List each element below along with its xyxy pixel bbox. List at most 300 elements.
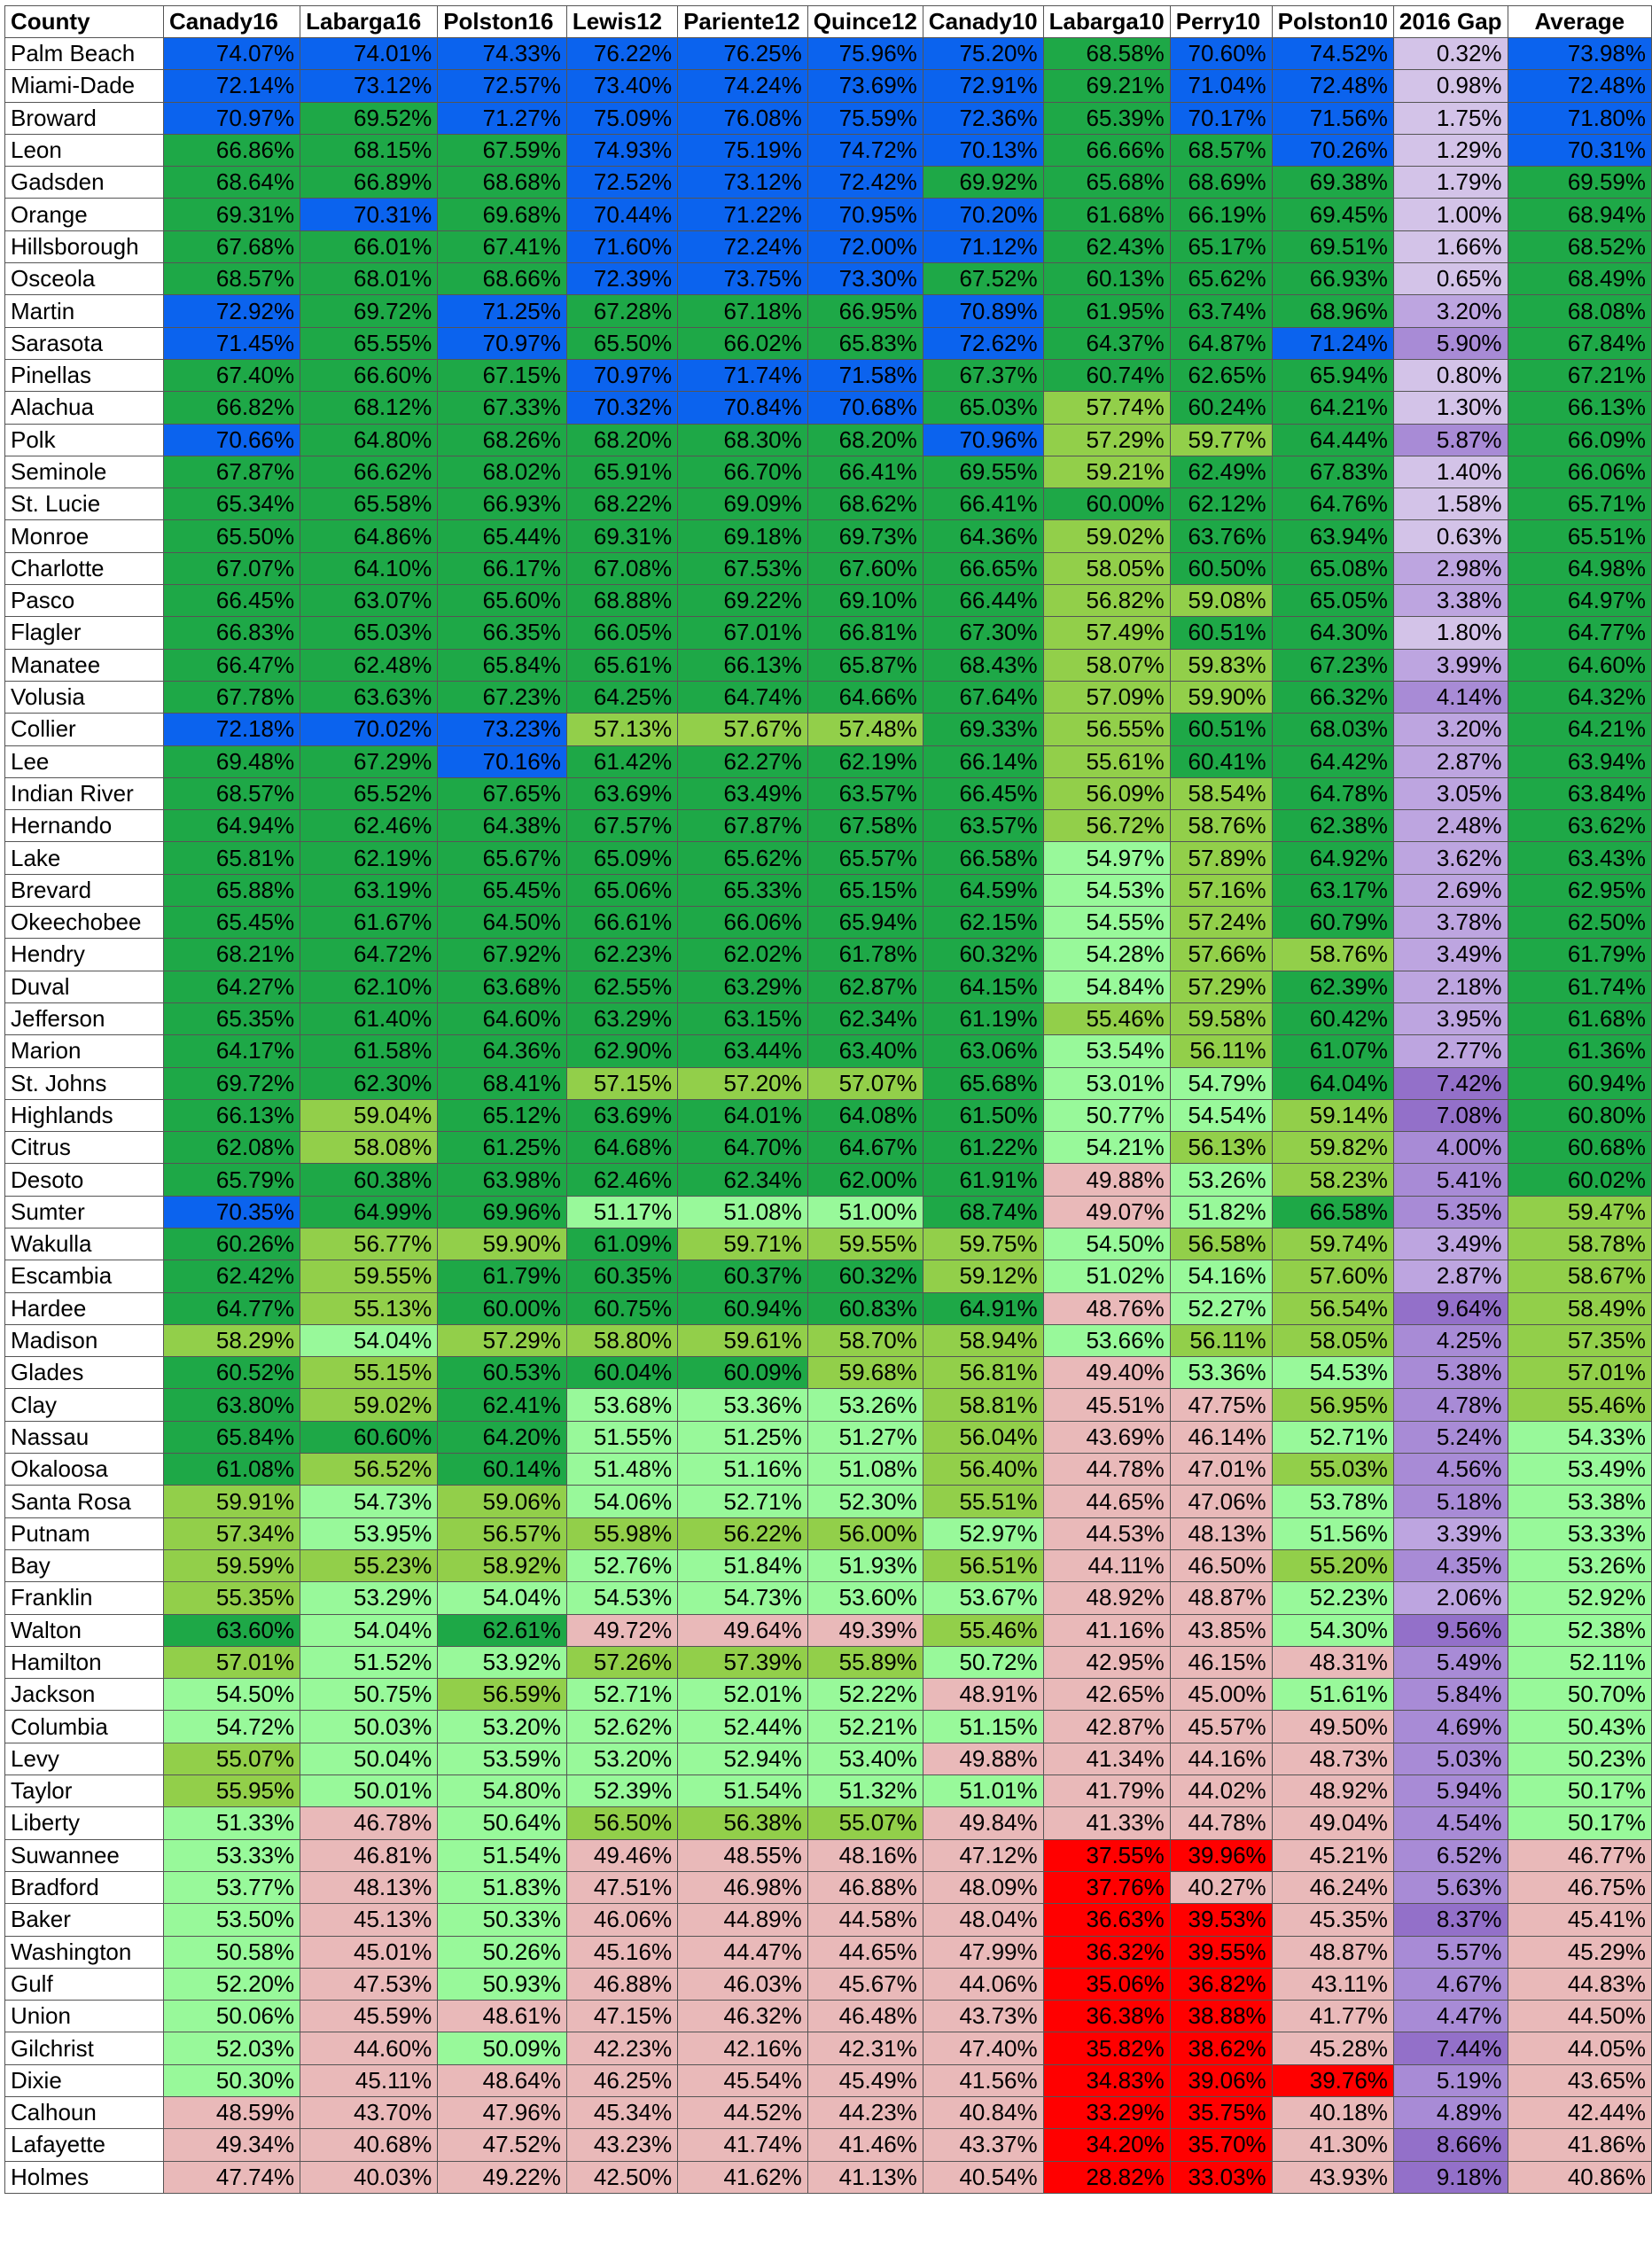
cell-canady16[interactable]: 68.64%	[164, 167, 300, 199]
cell-pariente12[interactable]: 59.71%	[678, 1228, 808, 1260]
cell-labarga10[interactable]: 54.21%	[1043, 1132, 1170, 1164]
cell-2016-gap[interactable]: 3.39%	[1393, 1517, 1508, 1549]
cell-labarga10[interactable]: 37.55%	[1043, 1839, 1170, 1871]
cell-perry10[interactable]: 57.24%	[1170, 907, 1272, 939]
cell-polston10[interactable]: 63.94%	[1272, 520, 1393, 552]
cell-average[interactable]: 62.50%	[1508, 907, 1651, 939]
cell-polston16[interactable]: 64.38%	[438, 810, 567, 842]
cell-pariente12[interactable]: 45.54%	[678, 2064, 808, 2096]
cell-polston10[interactable]: 65.94%	[1272, 359, 1393, 391]
cell-canady16[interactable]: 69.48%	[164, 745, 300, 777]
cell-polston16[interactable]: 50.09%	[438, 2032, 567, 2064]
cell-canady10[interactable]: 64.59%	[923, 874, 1043, 906]
cell-polston16[interactable]: 71.25%	[438, 295, 567, 327]
cell-pariente12[interactable]: 69.09%	[678, 488, 808, 520]
cell-pariente12[interactable]: 64.01%	[678, 1099, 808, 1131]
cell-pariente12[interactable]: 60.94%	[678, 1292, 808, 1324]
cell-canady10[interactable]: 72.62%	[923, 327, 1043, 359]
cell-polston10[interactable]: 54.30%	[1272, 1614, 1393, 1646]
cell-lewis12[interactable]: 46.88%	[566, 1968, 677, 2000]
county-name-cell[interactable]: Gadsden	[5, 167, 164, 199]
cell-average[interactable]: 68.52%	[1508, 230, 1651, 262]
cell-lewis12[interactable]: 43.23%	[566, 2129, 677, 2161]
cell-2016-gap[interactable]: 5.41%	[1393, 1164, 1508, 1196]
cell-canady10[interactable]: 67.30%	[923, 617, 1043, 649]
cell-quince12[interactable]: 45.49%	[807, 2064, 923, 2096]
cell-polston16[interactable]: 60.00%	[438, 1292, 567, 1324]
cell-lewis12[interactable]: 76.22%	[566, 38, 677, 70]
cell-pariente12[interactable]: 71.22%	[678, 199, 808, 230]
cell-average[interactable]: 58.67%	[1508, 1260, 1651, 1292]
cell-polston10[interactable]: 62.38%	[1272, 810, 1393, 842]
cell-lewis12[interactable]: 71.60%	[566, 230, 677, 262]
cell-polston10[interactable]: 45.28%	[1272, 2032, 1393, 2064]
cell-quince12[interactable]: 51.08%	[807, 1454, 923, 1486]
cell-pariente12[interactable]: 66.06%	[678, 907, 808, 939]
cell-lewis12[interactable]: 65.50%	[566, 327, 677, 359]
cell-labarga10[interactable]: 42.95%	[1043, 1646, 1170, 1678]
county-name-cell[interactable]: Brevard	[5, 874, 164, 906]
cell-perry10[interactable]: 48.13%	[1170, 1517, 1272, 1549]
cell-labarga16[interactable]: 62.10%	[300, 971, 438, 1002]
cell-quince12[interactable]: 65.94%	[807, 907, 923, 939]
cell-polston10[interactable]: 60.42%	[1272, 1002, 1393, 1034]
county-name-cell[interactable]: Gulf	[5, 1968, 164, 2000]
cell-polston16[interactable]: 65.12%	[438, 1099, 567, 1131]
cell-canady10[interactable]: 44.06%	[923, 1968, 1043, 2000]
cell-quince12[interactable]: 73.30%	[807, 263, 923, 295]
cell-2016-gap[interactable]: 7.08%	[1393, 1099, 1508, 1131]
cell-labarga10[interactable]: 59.02%	[1043, 520, 1170, 552]
cell-average[interactable]: 73.98%	[1508, 38, 1651, 70]
cell-lewis12[interactable]: 67.28%	[566, 295, 677, 327]
cell-labarga16[interactable]: 53.95%	[300, 1517, 438, 1549]
cell-lewis12[interactable]: 54.06%	[566, 1486, 677, 1517]
cell-lewis12[interactable]: 46.06%	[566, 1904, 677, 1936]
cell-canady16[interactable]: 64.17%	[164, 1035, 300, 1067]
cell-canady16[interactable]: 64.94%	[164, 810, 300, 842]
cell-pariente12[interactable]: 75.19%	[678, 134, 808, 166]
cell-labarga10[interactable]: 41.79%	[1043, 1775, 1170, 1807]
cell-labarga16[interactable]: 51.52%	[300, 1646, 438, 1678]
cell-2016-gap[interactable]: 5.24%	[1393, 1421, 1508, 1453]
cell-quince12[interactable]: 62.19%	[807, 745, 923, 777]
cell-perry10[interactable]: 70.17%	[1170, 102, 1272, 134]
cell-lewis12[interactable]: 72.39%	[566, 263, 677, 295]
cell-pariente12[interactable]: 60.37%	[678, 1260, 808, 1292]
cell-perry10[interactable]: 40.27%	[1170, 1871, 1272, 1903]
cell-2016-gap[interactable]: 8.66%	[1393, 2129, 1508, 2161]
cell-polston16[interactable]: 66.93%	[438, 488, 567, 520]
cell-labarga10[interactable]: 57.74%	[1043, 392, 1170, 424]
cell-canady10[interactable]: 63.06%	[923, 1035, 1043, 1067]
cell-pariente12[interactable]: 64.70%	[678, 1132, 808, 1164]
cell-labarga16[interactable]: 47.53%	[300, 1968, 438, 2000]
cell-average[interactable]: 66.09%	[1508, 424, 1651, 456]
cell-2016-gap[interactable]: 7.44%	[1393, 2032, 1508, 2064]
cell-polston16[interactable]: 65.44%	[438, 520, 567, 552]
cell-canady10[interactable]: 64.15%	[923, 971, 1043, 1002]
cell-2016-gap[interactable]: 3.38%	[1393, 585, 1508, 617]
cell-2016-gap[interactable]: 9.18%	[1393, 2161, 1508, 2193]
cell-perry10[interactable]: 62.65%	[1170, 359, 1272, 391]
cell-pariente12[interactable]: 65.62%	[678, 842, 808, 874]
cell-labarga10[interactable]: 54.55%	[1043, 907, 1170, 939]
county-name-cell[interactable]: Citrus	[5, 1132, 164, 1164]
cell-quince12[interactable]: 75.96%	[807, 38, 923, 70]
cell-perry10[interactable]: 62.12%	[1170, 488, 1272, 520]
cell-polston16[interactable]: 67.92%	[438, 939, 567, 971]
cell-labarga10[interactable]: 43.69%	[1043, 1421, 1170, 1453]
cell-labarga10[interactable]: 49.40%	[1043, 1357, 1170, 1389]
cell-perry10[interactable]: 71.04%	[1170, 70, 1272, 102]
county-name-cell[interactable]: Miami-Dade	[5, 70, 164, 102]
cell-average[interactable]: 46.75%	[1508, 1871, 1651, 1903]
cell-canady16[interactable]: 63.60%	[164, 1614, 300, 1646]
cell-labarga16[interactable]: 45.59%	[300, 2001, 438, 2032]
cell-polston16[interactable]: 74.33%	[438, 38, 567, 70]
cell-polston10[interactable]: 74.52%	[1272, 38, 1393, 70]
cell-polston16[interactable]: 50.64%	[438, 1807, 567, 1839]
cell-lewis12[interactable]: 60.75%	[566, 1292, 677, 1324]
cell-2016-gap[interactable]: 5.19%	[1393, 2064, 1508, 2096]
cell-2016-gap[interactable]: 4.54%	[1393, 1807, 1508, 1839]
cell-pariente12[interactable]: 67.18%	[678, 295, 808, 327]
cell-perry10[interactable]: 46.15%	[1170, 1646, 1272, 1678]
cell-perry10[interactable]: 48.87%	[1170, 1582, 1272, 1614]
cell-canady16[interactable]: 64.77%	[164, 1292, 300, 1324]
cell-canady16[interactable]: 51.33%	[164, 1807, 300, 1839]
cell-pariente12[interactable]: 52.71%	[678, 1486, 808, 1517]
county-name-cell[interactable]: Duval	[5, 971, 164, 1002]
cell-canady16[interactable]: 72.18%	[164, 714, 300, 745]
cell-pariente12[interactable]: 73.75%	[678, 263, 808, 295]
cell-polston16[interactable]: 47.96%	[438, 2097, 567, 2129]
cell-2016-gap[interactable]: 4.67%	[1393, 1968, 1508, 2000]
cell-polston16[interactable]: 68.02%	[438, 456, 567, 488]
cell-perry10[interactable]: 57.29%	[1170, 971, 1272, 1002]
cell-canady16[interactable]: 65.81%	[164, 842, 300, 874]
cell-polston16[interactable]: 67.15%	[438, 359, 567, 391]
cell-polston10[interactable]: 66.58%	[1272, 1196, 1393, 1228]
cell-pariente12[interactable]: 60.09%	[678, 1357, 808, 1389]
cell-lewis12[interactable]: 73.40%	[566, 70, 677, 102]
cell-labarga16[interactable]: 54.04%	[300, 1324, 438, 1356]
cell-canady10[interactable]: 59.12%	[923, 1260, 1043, 1292]
cell-lewis12[interactable]: 70.32%	[566, 392, 677, 424]
cell-lewis12[interactable]: 64.68%	[566, 1132, 677, 1164]
county-name-cell[interactable]: Franklin	[5, 1582, 164, 1614]
cell-quince12[interactable]: 64.66%	[807, 681, 923, 713]
cell-perry10[interactable]: 36.82%	[1170, 1968, 1272, 2000]
cell-canady16[interactable]: 72.92%	[164, 295, 300, 327]
cell-pariente12[interactable]: 63.15%	[678, 1002, 808, 1034]
cell-labarga16[interactable]: 54.04%	[300, 1614, 438, 1646]
header-perry10[interactable]: Perry10	[1170, 6, 1272, 38]
cell-labarga10[interactable]: 55.46%	[1043, 1002, 1170, 1034]
cell-polston16[interactable]: 64.20%	[438, 1421, 567, 1453]
cell-labarga16[interactable]: 62.46%	[300, 810, 438, 842]
cell-labarga16[interactable]: 44.60%	[300, 2032, 438, 2064]
cell-polston10[interactable]: 68.96%	[1272, 295, 1393, 327]
cell-lewis12[interactable]: 65.06%	[566, 874, 677, 906]
cell-polston10[interactable]: 40.18%	[1272, 2097, 1393, 2129]
cell-average[interactable]: 50.23%	[1508, 1743, 1651, 1774]
cell-perry10[interactable]: 39.55%	[1170, 1936, 1272, 1968]
cell-canady10[interactable]: 70.13%	[923, 134, 1043, 166]
cell-2016-gap[interactable]: 3.05%	[1393, 777, 1508, 809]
cell-canady16[interactable]: 65.50%	[164, 520, 300, 552]
cell-pariente12[interactable]: 44.47%	[678, 1936, 808, 1968]
cell-polston16[interactable]: 60.53%	[438, 1357, 567, 1389]
cell-pariente12[interactable]: 51.08%	[678, 1196, 808, 1228]
cell-quince12[interactable]: 62.34%	[807, 1002, 923, 1034]
cell-2016-gap[interactable]: 0.65%	[1393, 263, 1508, 295]
cell-perry10[interactable]: 38.62%	[1170, 2032, 1272, 2064]
cell-labarga10[interactable]: 44.65%	[1043, 1486, 1170, 1517]
cell-perry10[interactable]: 54.54%	[1170, 1099, 1272, 1131]
cell-canady16[interactable]: 70.97%	[164, 102, 300, 134]
cell-pariente12[interactable]: 52.44%	[678, 1711, 808, 1743]
header-pariente12[interactable]: Pariente12	[678, 6, 808, 38]
cell-2016-gap[interactable]: 4.25%	[1393, 1324, 1508, 1356]
cell-2016-gap[interactable]: 9.56%	[1393, 1614, 1508, 1646]
cell-average[interactable]: 57.01%	[1508, 1357, 1651, 1389]
header-quince12[interactable]: Quince12	[807, 6, 923, 38]
county-name-cell[interactable]: Desoto	[5, 1164, 164, 1196]
cell-canady10[interactable]: 67.64%	[923, 681, 1043, 713]
cell-pariente12[interactable]: 65.33%	[678, 874, 808, 906]
cell-canady10[interactable]: 63.57%	[923, 810, 1043, 842]
cell-lewis12[interactable]: 62.46%	[566, 1164, 677, 1196]
cell-lewis12[interactable]: 66.05%	[566, 617, 677, 649]
cell-canady16[interactable]: 66.83%	[164, 617, 300, 649]
cell-labarga10[interactable]: 36.32%	[1043, 1936, 1170, 1968]
county-name-cell[interactable]: Putnam	[5, 1517, 164, 1549]
cell-labarga16[interactable]: 61.67%	[300, 907, 438, 939]
cell-perry10[interactable]: 70.60%	[1170, 38, 1272, 70]
cell-2016-gap[interactable]: 4.00%	[1393, 1132, 1508, 1164]
cell-canady16[interactable]: 66.13%	[164, 1099, 300, 1131]
cell-polston16[interactable]: 65.67%	[438, 842, 567, 874]
cell-labarga10[interactable]: 48.92%	[1043, 1582, 1170, 1614]
cell-polston16[interactable]: 54.04%	[438, 1582, 567, 1614]
cell-lewis12[interactable]: 72.52%	[566, 167, 677, 199]
cell-polston10[interactable]: 69.51%	[1272, 230, 1393, 262]
cell-labarga10[interactable]: 37.76%	[1043, 1871, 1170, 1903]
cell-labarga10[interactable]: 62.43%	[1043, 230, 1170, 262]
cell-canady10[interactable]: 58.81%	[923, 1389, 1043, 1421]
cell-perry10[interactable]: 51.82%	[1170, 1196, 1272, 1228]
cell-labarga16[interactable]: 50.75%	[300, 1679, 438, 1711]
cell-canady16[interactable]: 66.86%	[164, 134, 300, 166]
cell-quince12[interactable]: 60.83%	[807, 1292, 923, 1324]
cell-2016-gap[interactable]: 5.49%	[1393, 1646, 1508, 1678]
cell-canady16[interactable]: 70.35%	[164, 1196, 300, 1228]
cell-canady16[interactable]: 60.26%	[164, 1228, 300, 1260]
county-name-cell[interactable]: Union	[5, 2001, 164, 2032]
cell-2016-gap[interactable]: 1.29%	[1393, 134, 1508, 166]
county-name-cell[interactable]: Marion	[5, 1035, 164, 1067]
cell-labarga16[interactable]: 59.55%	[300, 1260, 438, 1292]
cell-average[interactable]: 50.17%	[1508, 1807, 1651, 1839]
cell-labarga16[interactable]: 64.80%	[300, 424, 438, 456]
cell-polston16[interactable]: 53.59%	[438, 1743, 567, 1774]
cell-2016-gap[interactable]: 3.62%	[1393, 842, 1508, 874]
cell-quince12[interactable]: 46.88%	[807, 1871, 923, 1903]
cell-canady16[interactable]: 52.20%	[164, 1968, 300, 2000]
cell-average[interactable]: 63.84%	[1508, 777, 1651, 809]
cell-polston16[interactable]: 69.68%	[438, 199, 567, 230]
cell-labarga16[interactable]: 59.04%	[300, 1099, 438, 1131]
cell-canady16[interactable]: 55.95%	[164, 1775, 300, 1807]
cell-perry10[interactable]: 56.11%	[1170, 1035, 1272, 1067]
cell-quince12[interactable]: 59.55%	[807, 1228, 923, 1260]
cell-canady16[interactable]: 65.88%	[164, 874, 300, 906]
cell-perry10[interactable]: 39.53%	[1170, 1904, 1272, 1936]
cell-average[interactable]: 45.29%	[1508, 1936, 1651, 1968]
cell-perry10[interactable]: 56.11%	[1170, 1324, 1272, 1356]
cell-2016-gap[interactable]: 2.18%	[1393, 971, 1508, 1002]
cell-polston10[interactable]: 64.21%	[1272, 392, 1393, 424]
cell-lewis12[interactable]: 68.20%	[566, 424, 677, 456]
cell-perry10[interactable]: 43.85%	[1170, 1614, 1272, 1646]
cell-pariente12[interactable]: 46.03%	[678, 1968, 808, 2000]
cell-canady16[interactable]: 54.50%	[164, 1679, 300, 1711]
county-name-cell[interactable]: Madison	[5, 1324, 164, 1356]
cell-labarga16[interactable]: 55.23%	[300, 1549, 438, 1581]
cell-polston16[interactable]: 63.68%	[438, 971, 567, 1002]
cell-average[interactable]: 72.48%	[1508, 70, 1651, 102]
county-name-cell[interactable]: Taylor	[5, 1775, 164, 1807]
cell-canady10[interactable]: 40.54%	[923, 2161, 1043, 2193]
cell-perry10[interactable]: 65.62%	[1170, 263, 1272, 295]
cell-canady16[interactable]: 65.84%	[164, 1421, 300, 1453]
cell-pariente12[interactable]: 63.44%	[678, 1035, 808, 1067]
cell-canady16[interactable]: 50.30%	[164, 2064, 300, 2096]
cell-polston10[interactable]: 61.07%	[1272, 1035, 1393, 1067]
cell-perry10[interactable]: 60.24%	[1170, 392, 1272, 424]
cell-labarga16[interactable]: 74.01%	[300, 38, 438, 70]
cell-2016-gap[interactable]: 1.30%	[1393, 392, 1508, 424]
cell-labarga10[interactable]: 42.87%	[1043, 1711, 1170, 1743]
cell-canady10[interactable]: 61.19%	[923, 1002, 1043, 1034]
cell-pariente12[interactable]: 62.27%	[678, 745, 808, 777]
cell-quince12[interactable]: 65.83%	[807, 327, 923, 359]
cell-polston10[interactable]: 48.31%	[1272, 1646, 1393, 1678]
cell-canady10[interactable]: 65.03%	[923, 392, 1043, 424]
cell-canady16[interactable]: 52.03%	[164, 2032, 300, 2064]
cell-labarga10[interactable]: 50.77%	[1043, 1099, 1170, 1131]
cell-2016-gap[interactable]: 4.56%	[1393, 1454, 1508, 1486]
cell-canady16[interactable]: 62.42%	[164, 1260, 300, 1292]
cell-pariente12[interactable]: 66.13%	[678, 649, 808, 681]
cell-polston16[interactable]: 61.79%	[438, 1260, 567, 1292]
cell-polston10[interactable]: 43.93%	[1272, 2161, 1393, 2193]
cell-polston10[interactable]: 59.82%	[1272, 1132, 1393, 1164]
cell-perry10[interactable]: 53.36%	[1170, 1357, 1272, 1389]
county-name-cell[interactable]: Broward	[5, 102, 164, 134]
cell-2016-gap[interactable]: 4.69%	[1393, 1711, 1508, 1743]
cell-perry10[interactable]: 57.66%	[1170, 939, 1272, 971]
cell-2016-gap[interactable]: 5.84%	[1393, 1679, 1508, 1711]
county-name-cell[interactable]: Sumter	[5, 1196, 164, 1228]
cell-perry10[interactable]: 58.76%	[1170, 810, 1272, 842]
cell-polston16[interactable]: 70.97%	[438, 327, 567, 359]
cell-quince12[interactable]: 70.68%	[807, 392, 923, 424]
cell-lewis12[interactable]: 52.71%	[566, 1679, 677, 1711]
cell-canady10[interactable]: 66.41%	[923, 488, 1043, 520]
cell-average[interactable]: 67.84%	[1508, 327, 1651, 359]
cell-canady16[interactable]: 69.72%	[164, 1067, 300, 1099]
cell-2016-gap[interactable]: 3.20%	[1393, 714, 1508, 745]
cell-polston10[interactable]: 69.45%	[1272, 199, 1393, 230]
cell-polston16[interactable]: 57.29%	[438, 1324, 567, 1356]
county-name-cell[interactable]: Glades	[5, 1357, 164, 1389]
cell-polston10[interactable]: 64.44%	[1272, 424, 1393, 456]
cell-canady16[interactable]: 66.47%	[164, 649, 300, 681]
cell-canady10[interactable]: 48.91%	[923, 1679, 1043, 1711]
cell-average[interactable]: 52.11%	[1508, 1646, 1651, 1678]
cell-polston16[interactable]: 72.57%	[438, 70, 567, 102]
cell-2016-gap[interactable]: 2.87%	[1393, 1260, 1508, 1292]
cell-2016-gap[interactable]: 3.99%	[1393, 649, 1508, 681]
cell-2016-gap[interactable]: 1.75%	[1393, 102, 1508, 134]
cell-average[interactable]: 55.46%	[1508, 1389, 1651, 1421]
cell-lewis12[interactable]: 64.25%	[566, 681, 677, 713]
cell-polston16[interactable]: 50.33%	[438, 1904, 567, 1936]
cell-2016-gap[interactable]: 5.87%	[1393, 424, 1508, 456]
cell-canady16[interactable]: 55.35%	[164, 1582, 300, 1614]
cell-labarga10[interactable]: 41.33%	[1043, 1807, 1170, 1839]
cell-average[interactable]: 40.86%	[1508, 2161, 1651, 2193]
cell-perry10[interactable]: 44.78%	[1170, 1807, 1272, 1839]
county-name-cell[interactable]: St. Lucie	[5, 488, 164, 520]
cell-lewis12[interactable]: 47.15%	[566, 2001, 677, 2032]
cell-lewis12[interactable]: 57.26%	[566, 1646, 677, 1678]
cell-polston16[interactable]: 48.61%	[438, 2001, 567, 2032]
cell-average[interactable]: 69.59%	[1508, 167, 1651, 199]
cell-polston16[interactable]: 59.06%	[438, 1486, 567, 1517]
cell-pariente12[interactable]: 51.84%	[678, 1549, 808, 1581]
cell-average[interactable]: 61.74%	[1508, 971, 1651, 1002]
cell-polston10[interactable]: 64.42%	[1272, 745, 1393, 777]
cell-2016-gap[interactable]: 5.18%	[1393, 1486, 1508, 1517]
cell-2016-gap[interactable]: 1.80%	[1393, 617, 1508, 649]
cell-lewis12[interactable]: 49.72%	[566, 1614, 677, 1646]
cell-2016-gap[interactable]: 4.89%	[1393, 2097, 1508, 2129]
cell-quince12[interactable]: 66.95%	[807, 295, 923, 327]
cell-canady16[interactable]: 67.40%	[164, 359, 300, 391]
cell-canady16[interactable]: 50.06%	[164, 2001, 300, 2032]
cell-canady10[interactable]: 51.15%	[923, 1711, 1043, 1743]
cell-quince12[interactable]: 52.30%	[807, 1486, 923, 1517]
cell-polston10[interactable]: 70.26%	[1272, 134, 1393, 166]
cell-2016-gap[interactable]: 4.14%	[1393, 681, 1508, 713]
cell-pariente12[interactable]: 48.55%	[678, 1839, 808, 1871]
cell-perry10[interactable]: 59.83%	[1170, 649, 1272, 681]
cell-polston16[interactable]: 68.66%	[438, 263, 567, 295]
cell-pariente12[interactable]: 56.38%	[678, 1807, 808, 1839]
cell-quince12[interactable]: 66.41%	[807, 456, 923, 488]
cell-polston16[interactable]: 62.61%	[438, 1614, 567, 1646]
cell-pariente12[interactable]: 62.02%	[678, 939, 808, 971]
cell-lewis12[interactable]: 74.93%	[566, 134, 677, 166]
cell-labarga16[interactable]: 60.38%	[300, 1164, 438, 1196]
cell-polston10[interactable]: 53.78%	[1272, 1486, 1393, 1517]
cell-canady16[interactable]: 61.08%	[164, 1454, 300, 1486]
cell-lewis12[interactable]: 62.55%	[566, 971, 677, 1002]
